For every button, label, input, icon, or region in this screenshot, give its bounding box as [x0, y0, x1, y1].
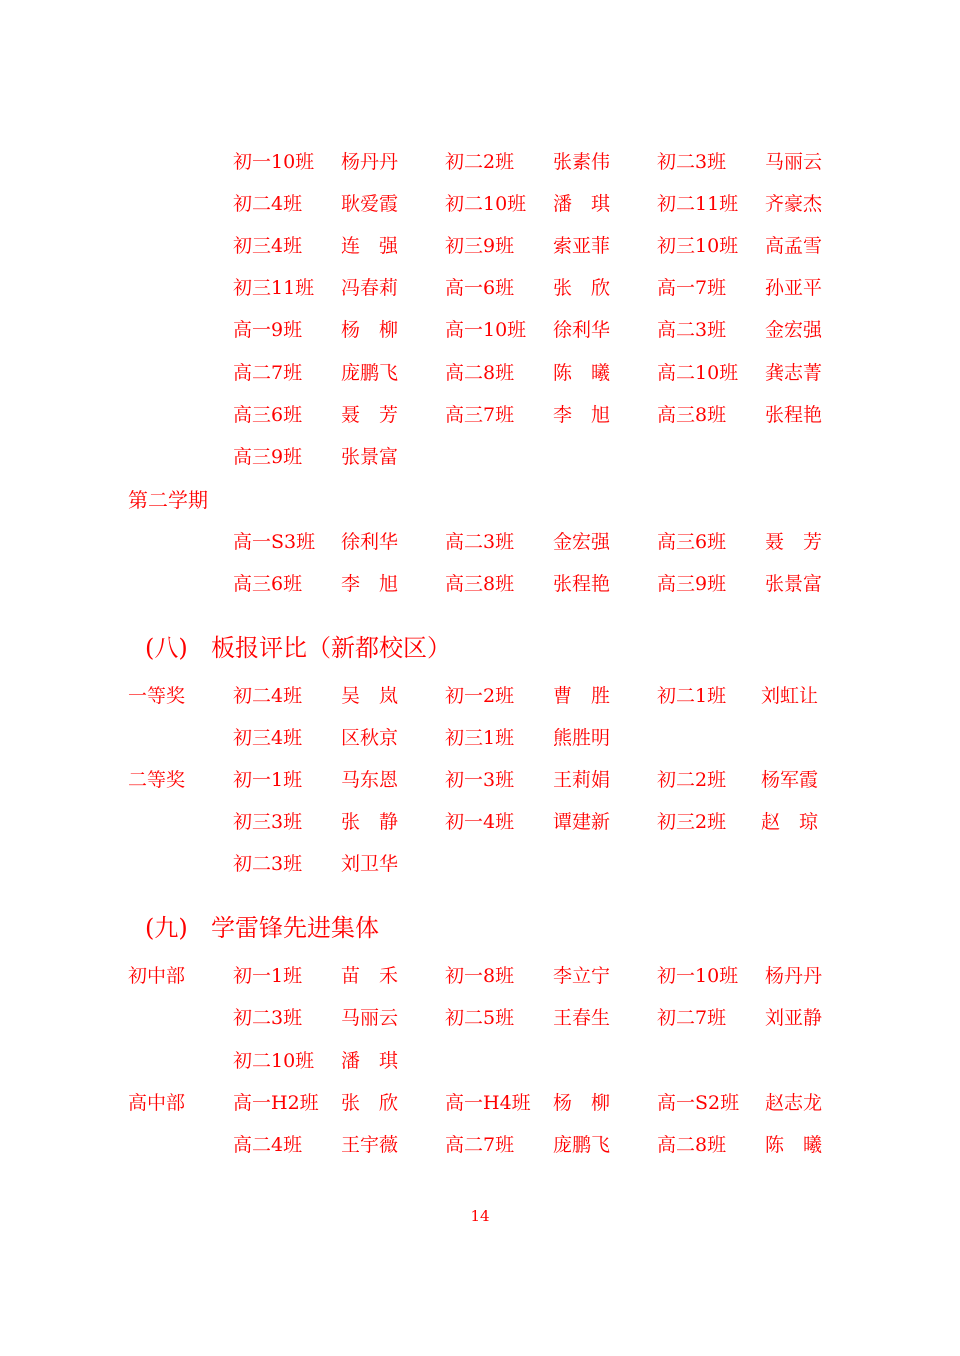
teacher-name: 马丽云 [341, 1007, 399, 1029]
teacher-name: 陈 曦 [553, 362, 611, 384]
class-name: 初三3班 [233, 811, 303, 833]
teacher-name: 张 欣 [341, 1092, 399, 1114]
class-name: 初一10班 [233, 151, 315, 173]
teacher-name: 张景富 [341, 446, 399, 468]
class-name: 初二10班 [445, 193, 527, 215]
teacher-name: 刘卫华 [341, 853, 399, 875]
class-name: 初三11班 [233, 277, 315, 299]
class-name: 高三7班 [445, 404, 515, 426]
teacher-name: 熊胜明 [553, 727, 611, 749]
teacher-name: 马东恩 [341, 769, 399, 791]
teacher-name: 区秋京 [341, 727, 399, 749]
group-label: 高中部 [128, 1092, 186, 1114]
class-name: 初三1班 [445, 727, 515, 749]
teacher-name: 刘虹让 [761, 685, 819, 707]
class-name: 初二5班 [445, 1007, 515, 1029]
class-name: 初二1班 [657, 685, 727, 707]
section-heading [0, 908, 960, 948]
teacher-name: 金宏强 [765, 319, 823, 341]
teacher-name: 齐豪杰 [765, 193, 823, 215]
teacher-name: 赵 琼 [761, 811, 819, 833]
section-number: (九) [145, 914, 188, 942]
class-name: 高三8班 [445, 573, 515, 595]
teacher-name: 庞鹏飞 [341, 362, 399, 384]
class-name: 初一8班 [445, 965, 515, 987]
class-name: 初一3班 [445, 769, 515, 791]
class-name: 初三4班 [233, 235, 303, 257]
teacher-name: 李 旭 [341, 573, 399, 595]
class-name: 高三6班 [233, 573, 303, 595]
class-name: 高二4班 [233, 1134, 303, 1156]
class-name: 初三10班 [657, 235, 739, 257]
class-name: 高二7班 [233, 362, 303, 384]
section-number: (八) [145, 634, 188, 662]
teacher-name: 张景富 [765, 573, 823, 595]
table-row [0, 441, 960, 473]
semester-label: 第二学期 [128, 488, 208, 512]
class-name: 初二4班 [233, 193, 303, 215]
teacher-name: 李 旭 [553, 404, 611, 426]
teacher-name: 陈 曦 [765, 1134, 823, 1156]
teacher-name: 庞鹏飞 [553, 1134, 611, 1156]
teacher-name: 王宇薇 [341, 1134, 399, 1156]
class-name: 高二8班 [657, 1134, 727, 1156]
teacher-name: 王莉娟 [553, 769, 611, 791]
teacher-name: 张 静 [341, 811, 399, 833]
class-name: 高三6班 [233, 404, 303, 426]
table-row [0, 1129, 960, 1161]
teacher-name: 吴 岚 [341, 685, 399, 707]
class-name: 初二10班 [233, 1050, 315, 1072]
class-name: 高一S2班 [657, 1092, 740, 1114]
teacher-name: 索亚菲 [553, 235, 611, 257]
table-row [0, 568, 960, 600]
table-row [0, 314, 960, 346]
class-name: 高三8班 [657, 404, 727, 426]
section-title: 板报评比（新都校区） [211, 634, 451, 662]
class-name: 高一7班 [657, 277, 727, 299]
class-name: 初一2班 [445, 685, 515, 707]
award-label: 二等奖 [128, 769, 186, 791]
class-name: 初二2班 [657, 769, 727, 791]
teacher-name: 李立宁 [553, 965, 611, 987]
class-name: 高一H2班 [233, 1092, 319, 1114]
class-name: 初一1班 [233, 769, 303, 791]
teacher-name: 杨军霞 [761, 769, 819, 791]
teacher-name: 杨 柳 [341, 319, 399, 341]
teacher-name: 刘亚静 [765, 1007, 823, 1029]
teacher-name: 张 欣 [553, 277, 611, 299]
table-row [0, 764, 960, 796]
class-name: 初二3班 [657, 151, 727, 173]
class-name: 初三9班 [445, 235, 515, 257]
class-name: 高一10班 [445, 319, 527, 341]
teacher-name: 潘 琪 [553, 193, 611, 215]
table-row [0, 680, 960, 712]
teacher-name: 张程艳 [553, 573, 611, 595]
teacher-name: 马丽云 [765, 151, 823, 173]
teacher-name: 连 强 [341, 235, 399, 257]
class-name: 高二7班 [445, 1134, 515, 1156]
table-row [0, 848, 960, 880]
teacher-name: 张素伟 [553, 151, 611, 173]
table-row [0, 1045, 960, 1077]
table-row [0, 1002, 960, 1034]
section-heading [0, 628, 960, 668]
class-name: 高三6班 [657, 531, 727, 553]
teacher-name: 杨丹丹 [765, 965, 823, 987]
teacher-name: 徐利华 [341, 531, 399, 553]
teacher-name: 金宏强 [553, 531, 611, 553]
class-name: 初二7班 [657, 1007, 727, 1029]
class-name: 初一10班 [657, 965, 739, 987]
class-name: 高二10班 [657, 362, 739, 384]
teacher-name: 王春生 [553, 1007, 611, 1029]
class-name: 高一9班 [233, 319, 303, 341]
teacher-name: 张程艳 [765, 404, 823, 426]
teacher-name: 杨丹丹 [341, 151, 399, 173]
class-name: 初三2班 [657, 811, 727, 833]
class-name: 初三4班 [233, 727, 303, 749]
class-name: 高一H4班 [445, 1092, 531, 1114]
class-name: 高二3班 [657, 319, 727, 341]
class-name: 高三9班 [657, 573, 727, 595]
award-label: 一等奖 [128, 685, 186, 707]
class-name: 初二4班 [233, 685, 303, 707]
teacher-name: 杨 柳 [553, 1092, 611, 1114]
teacher-name: 耿爱霞 [341, 193, 399, 215]
table-row [0, 806, 960, 838]
table-row [0, 357, 960, 389]
table-row [0, 188, 960, 220]
teacher-name: 赵志龙 [765, 1092, 823, 1114]
class-name: 高二3班 [445, 531, 515, 553]
teacher-name: 曹 胜 [553, 685, 611, 707]
class-name: 高一S3班 [233, 531, 316, 553]
table-row [0, 146, 960, 178]
teacher-name: 聂 芳 [765, 531, 823, 553]
class-name: 高一6班 [445, 277, 515, 299]
table-row [0, 722, 960, 754]
table-row [0, 272, 960, 304]
class-name: 初二11班 [657, 193, 739, 215]
table-row [0, 960, 960, 992]
class-name: 高二8班 [445, 362, 515, 384]
section-title: 学雷锋先进集体 [211, 914, 379, 942]
class-name: 初二3班 [233, 853, 303, 875]
teacher-name: 徐利华 [553, 319, 611, 341]
page-number: 14 [470, 1207, 490, 1225]
table-row [0, 1087, 960, 1119]
table-row [0, 526, 960, 558]
teacher-name: 谭建新 [553, 811, 611, 833]
teacher-name: 高孟雪 [765, 235, 823, 257]
class-name: 初二3班 [233, 1007, 303, 1029]
teacher-name: 潘 琪 [341, 1050, 399, 1072]
teacher-name: 冯春莉 [341, 277, 399, 299]
class-name: 初一1班 [233, 965, 303, 987]
class-name: 高三9班 [233, 446, 303, 468]
class-name: 初一4班 [445, 811, 515, 833]
class-name: 初二2班 [445, 151, 515, 173]
teacher-name: 龚志菁 [765, 362, 823, 384]
table-row [0, 230, 960, 262]
teacher-name: 孙亚平 [765, 277, 823, 299]
teacher-name: 苗 禾 [341, 965, 399, 987]
table-row [0, 399, 960, 431]
teacher-name: 聂 芳 [341, 404, 399, 426]
group-label: 初中部 [128, 965, 186, 987]
